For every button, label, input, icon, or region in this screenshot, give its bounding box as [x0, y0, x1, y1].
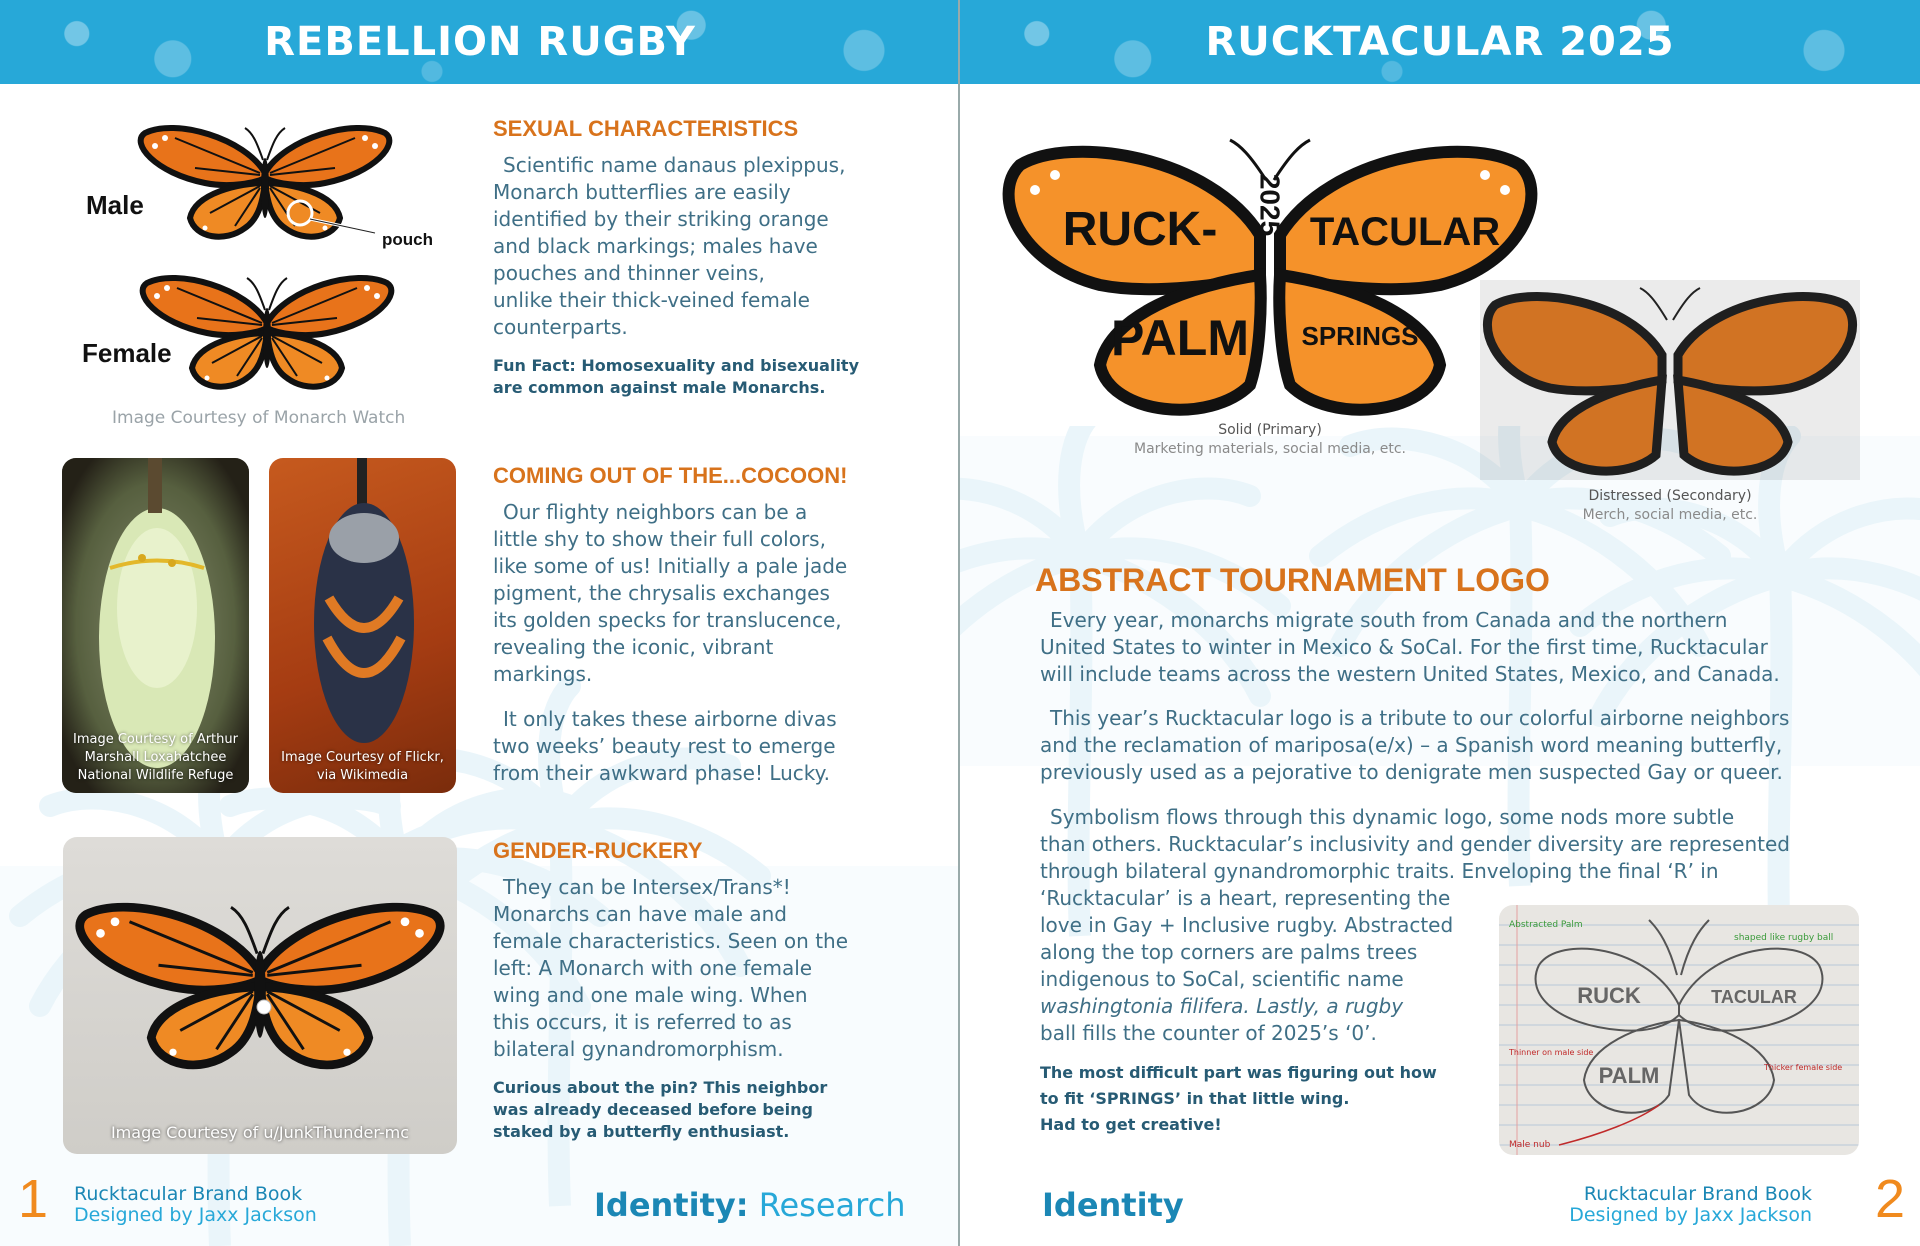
logo-text-2025: 2025	[1254, 173, 1286, 237]
footer-brand: Rucktacular Brand Book Designed by Jaxx Jackson	[1569, 1183, 1812, 1226]
distressed-logo-image	[1480, 280, 1860, 480]
section-coming-out	[493, 463, 933, 787]
logo-text-ruck: RUCK-	[1062, 203, 1218, 256]
distressed-logo-label: Distressed (Secondary)	[1588, 488, 1752, 504]
page-number: 1	[18, 1169, 49, 1229]
paragraph-2: This year’s Rucktacular logo is a tribute to our colorful airborne neighbors and the reclamation of mariposa(e/x) – a Spanish word meaning butterfly, previously used as a pejorative to denigrate men suspected Gay or queer.	[1040, 706, 1790, 784]
page-number: 2	[1875, 1169, 1906, 1229]
logo-text-tacular: TACULAR	[1309, 210, 1501, 254]
sex-diagram	[70, 108, 450, 428]
sketch-note-palm: Abstracted Palm	[1509, 920, 1583, 930]
dark-chrysalis-photo	[269, 458, 456, 793]
header-title: RUCKTACULAR 2025	[1205, 19, 1675, 65]
distressed-logo-sub: Merch, social media, etc.	[1582, 507, 1758, 523]
svg-text:PALM: PALM	[1598, 1063, 1660, 1088]
section-gender-ruckery	[493, 838, 933, 1143]
sketch-drawing	[1499, 905, 1859, 1155]
female-label: Female	[82, 338, 172, 368]
pouch-label: pouch	[382, 230, 433, 249]
chrysalis-shape-dark	[269, 458, 456, 793]
section-body: They can be Intersex/Trans*! Monarchs can have male and female characteristics. Seen on the left: A Monarch with one female wing and one male wing. When this occurs, it is referred to as bilateral gynandromorphism.	[493, 875, 849, 1061]
footer-section-title: Identity: Research	[594, 1186, 906, 1224]
right-page	[960, 0, 1920, 1246]
photo-caption: Image Courtesy of Arthur Marshall Loxahatchee National Wildlife Refuge	[73, 732, 238, 783]
paragraph-3-cont: ‘Rucktacular’ is a heart, representing the love in Gay + Inclusive rugby. Abstracted along the top corners are palms trees indigenous to SoCal, scientific name washingtonia filifera. Lastly, a rugby ball fills the counter of 2025’s ‘0’.	[1040, 886, 1454, 1045]
section-body: Our flighty neighbors can be a little shy to show their full colors, like some of us! Initially a pale jade pigment, the chrysalis exchanges its golden specks for translucence, revealing the iconic, vibrant markings.	[493, 500, 848, 686]
logo-text-palm: PALM	[1111, 310, 1249, 366]
page-header	[0, 0, 960, 84]
photo-caption: Image Courtesy of Flickr, via Wikimedia	[281, 750, 444, 783]
sketch-photo	[1499, 905, 1859, 1155]
section-body-2: It only takes these airborne divas two weeks’ beauty rest to emerge from their awkward phase! Lucky.	[493, 707, 837, 785]
female-butterfly-image	[132, 258, 402, 408]
gynandromorph-butterfly	[63, 837, 457, 1154]
header-title: REBELLION RUGBY	[264, 19, 696, 65]
green-chrysalis-photo	[62, 458, 249, 793]
solid-logo-sub: Marketing materials, social media, etc.	[1134, 441, 1406, 457]
footer-section-title: Identity	[1042, 1186, 1184, 1224]
gynandromorph-photo	[63, 837, 457, 1154]
svg-text:RUCK: RUCK	[1577, 983, 1641, 1008]
difficulty-note: The most difficult part was figuring out how to fit ‘SPRINGS’ in that little wing. Had to get creative!	[1040, 1063, 1437, 1134]
logo-solid	[1000, 125, 1540, 465]
sketch-note-nub: Male nub	[1509, 1140, 1551, 1150]
section-heading: COMING OUT OF THE...COCOON!	[493, 463, 848, 488]
photo-caption: Image Courtesy of u/JunkThunder-mc	[110, 1123, 410, 1142]
svg-text:TACULAR: TACULAR	[1711, 987, 1797, 1007]
paragraph-3: Symbolism flows through this dynamic logo, some nods more subtle than others. Rucktacular’s inclusivity and gender diversity are represented through bilateral gynandromorphic traits. Enveloping the final ‘R’ in	[1040, 805, 1790, 883]
sketch-note-thicker: Thicker female side	[1764, 1063, 1843, 1072]
section-heading: ABSTRACT TOURNAMENT LOGO	[1035, 562, 1550, 598]
solid-logo-image	[1000, 125, 1540, 425]
sketch-note-rugby: shaped like rugby ball	[1734, 933, 1834, 943]
section-heading: SEXUAL CHARACTERISTICS	[493, 116, 799, 141]
diagram-caption: Image Courtesy of Monarch Watch	[112, 408, 406, 428]
section-heading: GENDER-RUCKERY	[493, 838, 703, 863]
pin-note: Curious about the pin? This neighbor was already deceased before being staked by a butterfly enthusiast.	[493, 1078, 828, 1141]
logo-text-springs: SPRINGS	[1301, 321, 1419, 351]
sketch-note-thinner: Thinner on male side	[1509, 1048, 1594, 1057]
footer-brand: Rucktacular Brand Book Designed by Jaxx Jackson	[74, 1183, 317, 1226]
solid-logo-label: Solid (Primary)	[1218, 422, 1322, 438]
fun-fact: Fun Fact: Homosexuality and bisexuality are common against male Monarchs.	[493, 356, 859, 397]
section-body: Scientific name danaus plexippus, Monarch butterflies are easily identified by their striking orange and black markings; males have pouches and thinner veins, unlike their thick-veined female counterparts.	[493, 153, 846, 339]
page-header	[960, 0, 1920, 84]
paragraph-1: Every year, monarchs migrate south from Canada and the northern United States to winter in Mexico & SoCal. For the first time, Rucktacular will include teams across the western United States, Mexico, and Canada.	[1040, 608, 1780, 686]
male-label: Male	[86, 190, 144, 220]
logo-distressed	[1480, 280, 1860, 530]
section-sexual-characteristics	[493, 116, 933, 399]
